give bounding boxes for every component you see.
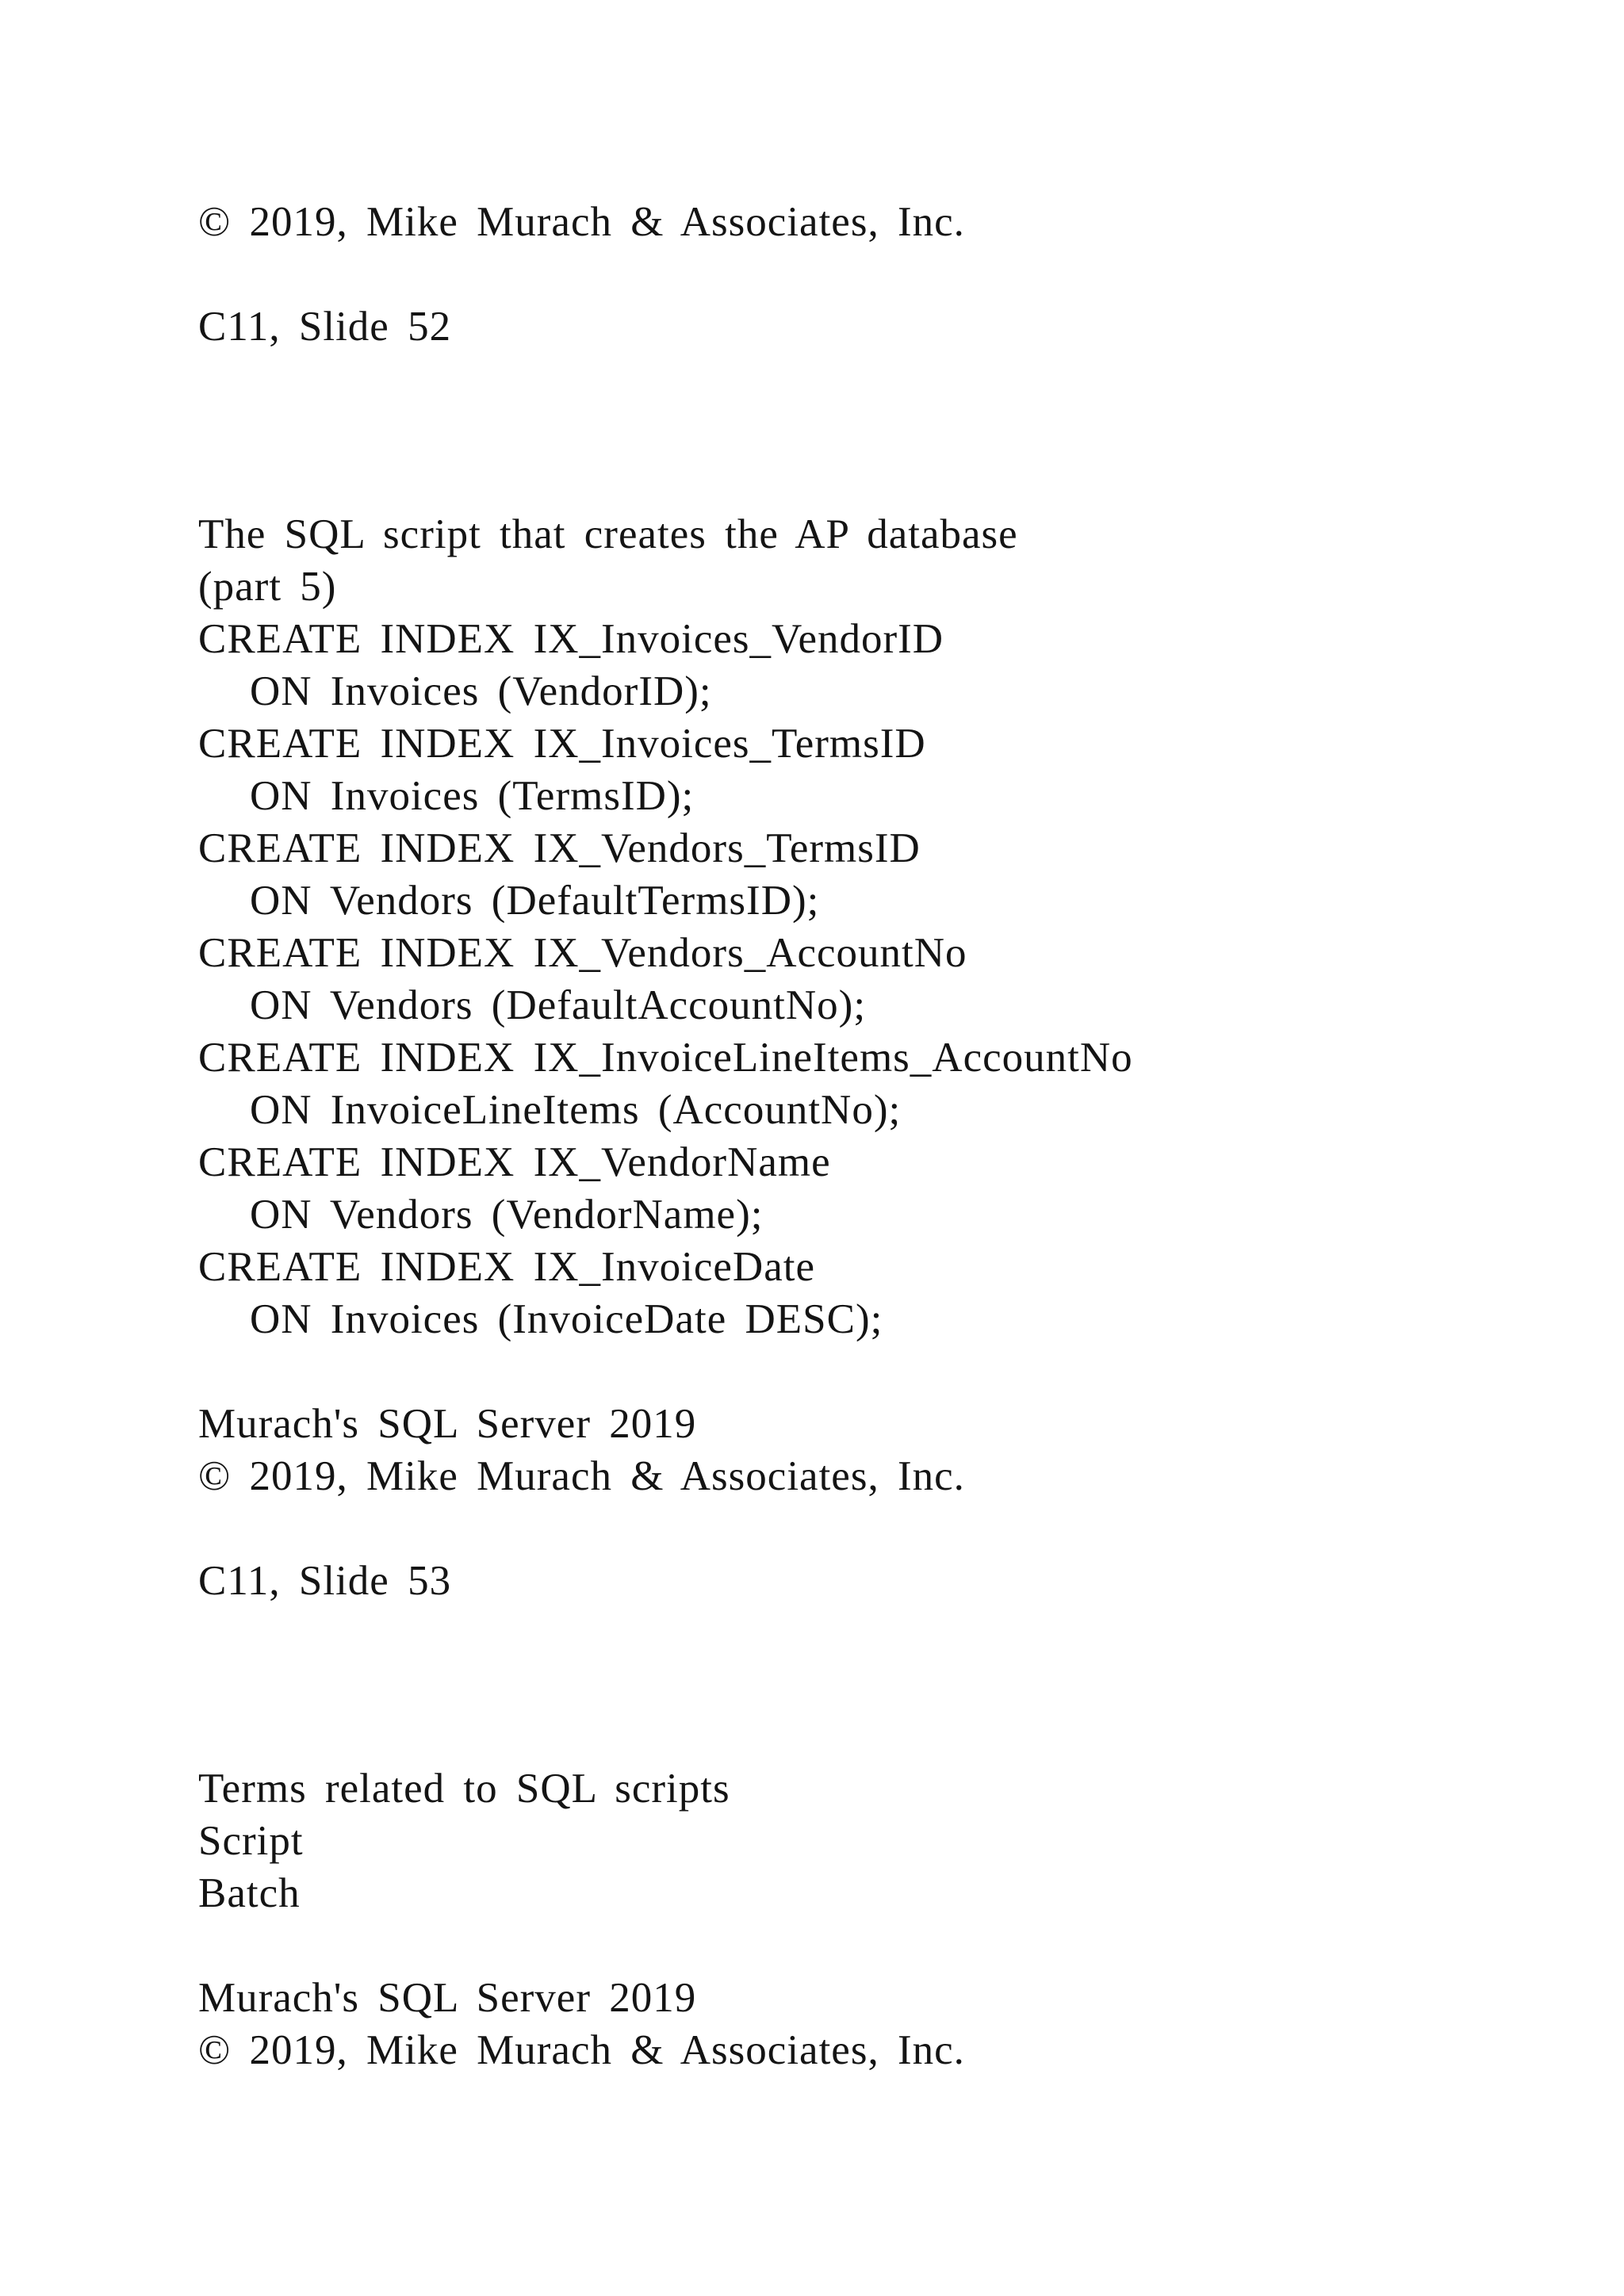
slide-title-continued: (part 5) (198, 564, 337, 610)
term-item: Batch (198, 1870, 301, 1916)
code-line: CREATE INDEX IX_Invoices_TermsID (198, 721, 926, 767)
book-title: Murach's SQL Server 2019 (198, 1401, 697, 1447)
code-line: CREATE INDEX IX_Vendors_AccountNo (198, 930, 967, 976)
code-line: ON Invoices (TermsID); (250, 773, 695, 819)
code-line: ON Vendors (DefaultAccountNo); (250, 982, 867, 1028)
term-item: Script (198, 1818, 304, 1864)
slide-reference: C11, Slide 53 (198, 1558, 452, 1604)
code-line: ON Invoices (InvoiceDate DESC); (250, 1296, 883, 1342)
code-line: CREATE INDEX IX_Invoices_VendorID (198, 616, 944, 662)
code-line: CREATE INDEX IX_Vendors_TermsID (198, 825, 921, 871)
copyright-line: © 2019, Mike Murach & Associates, Inc. (198, 2027, 965, 2073)
code-line: CREATE INDEX IX_VendorName (198, 1139, 831, 1185)
slide-title: Terms related to SQL scripts (198, 1766, 730, 1812)
code-line: ON Vendors (VendorName); (250, 1192, 764, 1238)
copyright-line: © 2019, Mike Murach & Associates, Inc. (198, 199, 965, 245)
code-line: ON InvoiceLineItems (AccountNo); (250, 1087, 902, 1133)
code-line: CREATE INDEX IX_InvoiceDate (198, 1244, 815, 1290)
code-line: CREATE INDEX IX_InvoiceLineItems_AccountNo (198, 1035, 1133, 1081)
copyright-line: © 2019, Mike Murach & Associates, Inc. (198, 1453, 965, 1499)
code-line: ON Invoices (VendorID); (250, 668, 712, 714)
book-title: Murach's SQL Server 2019 (198, 1975, 697, 2021)
code-line: ON Vendors (DefaultTermsID); (250, 878, 820, 924)
slide-reference: C11, Slide 52 (198, 304, 452, 350)
slide-title: The SQL script that creates the AP database (198, 511, 1018, 557)
